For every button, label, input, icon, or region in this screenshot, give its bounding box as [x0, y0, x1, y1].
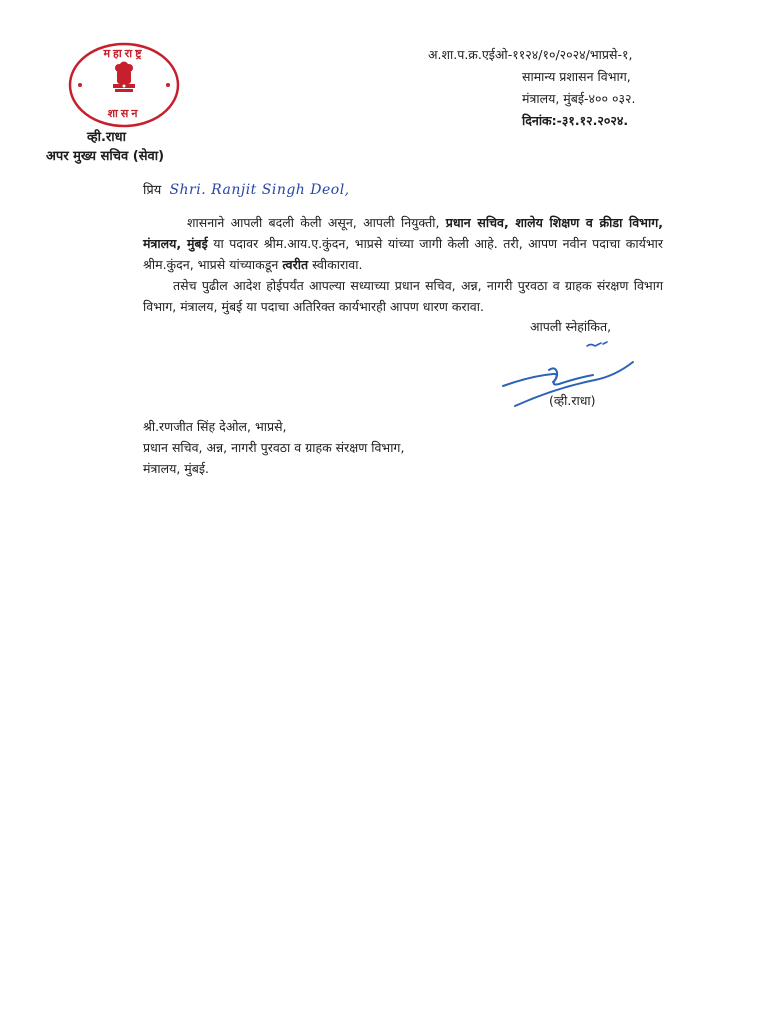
letter-body — [143, 212, 663, 317]
sender-title: अपर मुख्य सचिव (सेवा) — [46, 149, 165, 164]
salutation — [143, 180, 350, 198]
recipient-line-2: प्रधान सचिव, अन्न, नागरी पुरवठा व ग्राहक संरक्षण विभाग, — [143, 440, 405, 455]
body-p1-bold-urgent: त्वरीत — [282, 257, 309, 272]
salutation-prefix: प्रिय — [143, 183, 162, 198]
recipient-line-1: श्री.रणजीत सिंह देओल, भाप्रसे, — [143, 419, 287, 434]
closing-text: आपली स्नेहांकित, — [530, 319, 612, 334]
body-p1-text-e: स्वीकारावा. — [308, 257, 363, 272]
reference-block — [428, 44, 728, 132]
body-p1-bold-posting: प्रधान सचिव, शालेय शिक्षण व क्रीडा विभाग, मंत्रालय, मुंबई — [143, 215, 663, 251]
handwritten-addressee: Shri. Ranjit Singh Deol, — [169, 182, 350, 198]
body-paragraph-2: तसेच पुढील आदेश होईपर्यंत आपल्या सध्याच्या प्रधान सचिव, अन्न, नागरी पुरवठा व ग्राहक संरक्षण विभाग विभाग, मंत्रालय, मुंबई या पदाचा अतिरिक्त कार्यभारही आपण धारण करावा. — [143, 278, 663, 314]
seal-top-text: महाराष्ट्र — [103, 47, 145, 60]
reference-address: मंत्रालय, मुंबई-४०० ०३२. — [522, 91, 636, 106]
recipient-address — [143, 416, 404, 479]
body-p1-text-c: या पदावर श्रीम.आय.ए.कुंदन, भाप्रसे यांच्या जागी केली आहे. तरी, आपण नवीन पदाचा कार्यभार श्रीम.कुंदन, भाप्रसे यांच्याकडून — [143, 236, 663, 272]
maharashtra-seal — [67, 42, 181, 128]
body-paragraph-1 — [143, 212, 663, 275]
reference-number: अ.शा.प.क्र.एईओ-११२४/१०/२०२४/भाप्रसे-१, — [428, 47, 633, 62]
recipient-line-3: मंत्रालय, मुंबई. — [143, 461, 210, 476]
sender-name: व्ही.राधा — [87, 130, 127, 145]
reference-department: सामान्य प्रशासन विभाग, — [522, 69, 631, 84]
seal-bottom-text: शासन — [107, 107, 141, 120]
body-p1-text-a: शासनाने आपली बदली केली असून, आपली नियुक्ती, — [187, 215, 446, 230]
signatory-name: (व्ही.राधा) — [549, 393, 596, 408]
letter-date: दिनांक:-३१.१२.२०२४. — [522, 113, 629, 128]
